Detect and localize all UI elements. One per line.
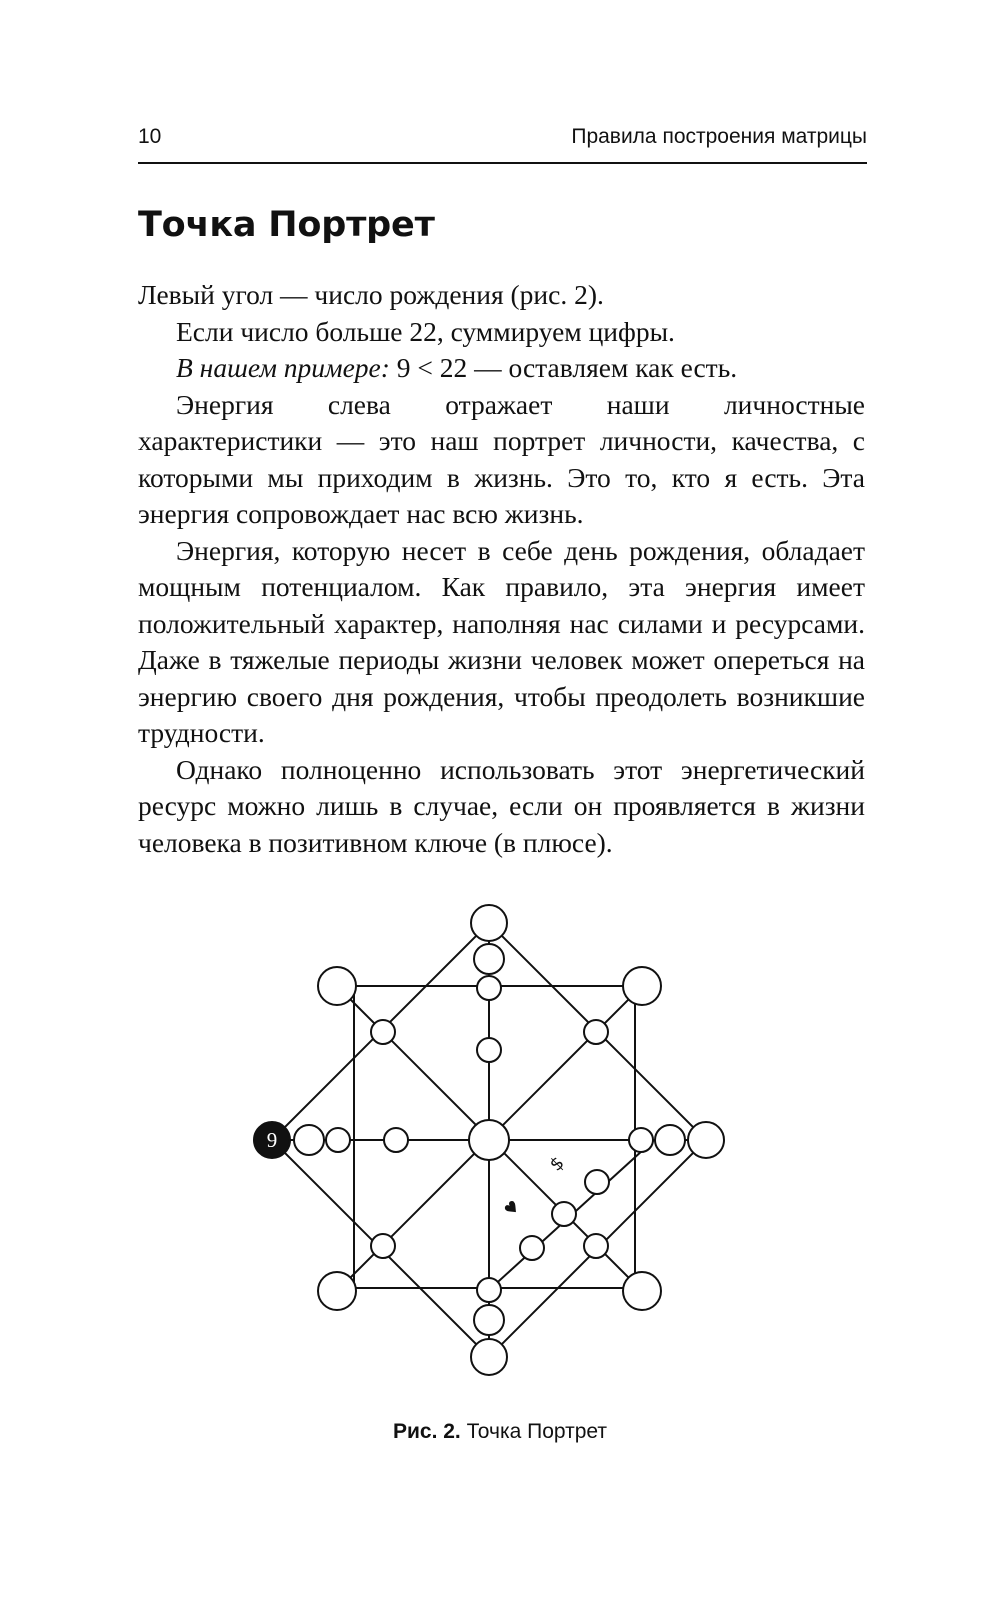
node-line-lower [520, 1236, 544, 1260]
heart-icon: ♥ [500, 1196, 524, 1220]
node-line-upper [585, 1170, 609, 1194]
node-corner-top-left [318, 967, 356, 1005]
paragraph-5: Энергия, которую несет в себе день рождения, обладает мощным потенциалом. Как правило, эта энергия имеет положительный характер, наполняя нас силами и ресурсами. Даже в тяжелые периоды жизни человек может опереться на энергию своего дня рождения, чтобы преодолеть возникшие трудности. [138, 534, 865, 748]
caption-text: Точка Портрет [460, 1420, 607, 1443]
node-diag-top-left [371, 1020, 395, 1044]
node-corner-bottom-right [623, 1272, 661, 1310]
node-top-third [477, 976, 501, 1000]
section-title: Точка Портрет [138, 205, 435, 245]
node-center [469, 1120, 509, 1160]
figure-caption [0, 1420, 1000, 1444]
node-right-outer [688, 1122, 724, 1158]
paragraph-3 [138, 350, 865, 387]
caption-label: Рис. 2. [392, 1420, 461, 1443]
node-top-outer [471, 905, 507, 941]
left-point-value: 9 [266, 1128, 278, 1152]
node-left-second [294, 1125, 324, 1155]
dollar-icon: $ [545, 1152, 569, 1176]
node-right-third [629, 1128, 653, 1152]
node-left-inner [384, 1128, 408, 1152]
running-header [138, 118, 867, 164]
body-text [138, 277, 865, 861]
node-corner-top-right [623, 967, 661, 1005]
example-text: 9 < 22 — оставляем как есть. [389, 352, 738, 383]
node-bottom-third [477, 1278, 501, 1302]
paragraph-4: Энергия слева отражает наши личностные характеристики — это наш портрет личности, качества, с которыми мы приходим в жизнь. Это то, кто я есть. Эта энергия сопровождает нас всю жизнь. [138, 388, 865, 529]
node-diag-top-right [584, 1020, 608, 1044]
matrix-diagram-svg [250, 900, 750, 1400]
matrix-diagram [250, 900, 750, 1400]
page-number: 10 [138, 125, 162, 148]
node-bottom-second [474, 1305, 504, 1335]
node-diag-inner-right [552, 1202, 576, 1226]
node-corner-bottom-left [318, 1272, 356, 1310]
example-label: В нашем примере: [176, 352, 390, 383]
paragraph-6: Однако полноценно использовать этот энергетический ресурс можно лишь в случае, если он проявляется в жизни человека в позитивном ключе (в плюсе). [138, 753, 865, 858]
node-diag-bottom-left [371, 1234, 395, 1258]
node-right-second [655, 1125, 685, 1155]
node-top-inner [477, 1038, 501, 1062]
node-top-second [474, 944, 504, 974]
node-bottom-outer [471, 1339, 507, 1375]
paragraph-1: Левый угол — число рождения (рис. 2). [138, 279, 604, 310]
node-diag-bottom-right [584, 1234, 608, 1258]
running-title: Правила построения матрицы [571, 125, 867, 148]
paragraph-2: Если число больше 22, суммируем цифры. [176, 315, 675, 347]
node-left-third [326, 1128, 350, 1152]
